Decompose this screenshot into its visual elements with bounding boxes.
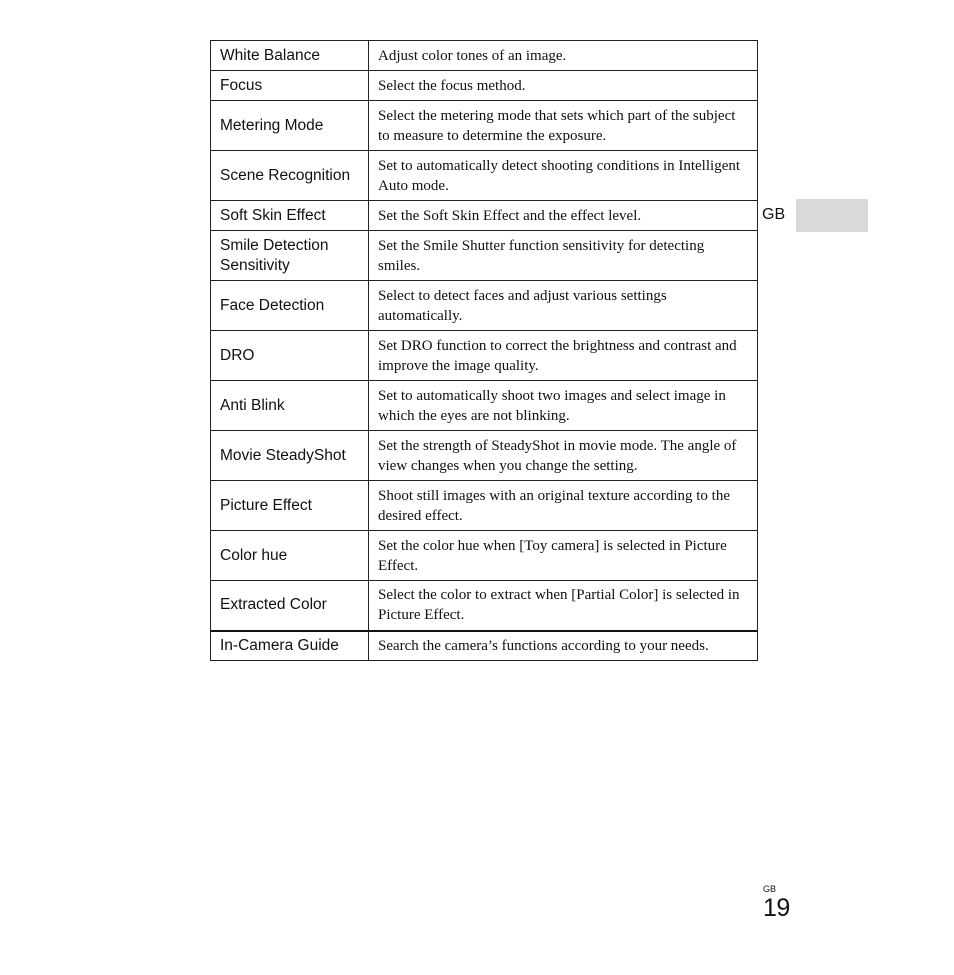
setting-name: Color hue [211, 531, 369, 581]
page-number: 19 [763, 894, 790, 922]
setting-name: Anti Blink [211, 381, 369, 431]
setting-description: Set to automatically detect shooting conditions in Intelligent Auto mode. [369, 151, 758, 201]
table-row [211, 331, 758, 381]
setting-description: Set the Soft Skin Effect and the effect level. [369, 201, 758, 231]
setting-name: Movie SteadyShot [211, 431, 369, 481]
table-row [211, 281, 758, 331]
table-row [211, 531, 758, 581]
table-row [211, 101, 758, 151]
setting-description: Shoot still images with an original texture according to the desired effect. [369, 481, 758, 531]
table-row [211, 71, 758, 101]
language-tab-marker [796, 199, 868, 232]
setting-description: Set DRO function to correct the brightness and contrast and improve the image quality. [369, 331, 758, 381]
setting-name: Focus [211, 71, 369, 101]
setting-name: DRO [211, 331, 369, 381]
table-row [211, 581, 758, 631]
table-row [211, 631, 758, 661]
table-row [211, 231, 758, 281]
setting-name: Smile Detection Sensitivity [211, 231, 369, 281]
setting-description: Select to detect faces and adjust various settings automatically. [369, 281, 758, 331]
setting-name: Metering Mode [211, 101, 369, 151]
settings-table [210, 40, 758, 661]
setting-name: Extracted Color [211, 581, 369, 631]
setting-description: Search the camera’s functions according to your needs. [369, 631, 758, 661]
setting-name: Soft Skin Effect [211, 201, 369, 231]
setting-name: In-Camera Guide [211, 631, 369, 661]
setting-name: White Balance [211, 41, 369, 71]
setting-name: Picture Effect [211, 481, 369, 531]
table-row [211, 431, 758, 481]
setting-description: Set to automatically shoot two images and select image in which the eyes are not blinking. [369, 381, 758, 431]
setting-description: Set the color hue when [Toy camera] is selected in Picture Effect. [369, 531, 758, 581]
table-row [211, 201, 758, 231]
setting-description: Select the focus method. [369, 71, 758, 101]
setting-name: Face Detection [211, 281, 369, 331]
setting-description: Adjust color tones of an image. [369, 41, 758, 71]
setting-description: Select the color to extract when [Partial Color] is selected in Picture Effect. [369, 581, 758, 631]
table-row [211, 481, 758, 531]
language-tab-label: GB [762, 206, 786, 223]
table-row [211, 381, 758, 431]
page-language-code: GB [763, 884, 777, 894]
table-row [211, 41, 758, 71]
setting-description: Set the Smile Shutter function sensitivity for detecting smiles. [369, 231, 758, 281]
table-row [211, 151, 758, 201]
setting-name: Scene Recognition [211, 151, 369, 201]
setting-description: Select the metering mode that sets which part of the subject to measure to determine the exposure. [369, 101, 758, 151]
setting-description: Set the strength of SteadyShot in movie mode. The angle of view changes when you change the setting. [369, 431, 758, 481]
